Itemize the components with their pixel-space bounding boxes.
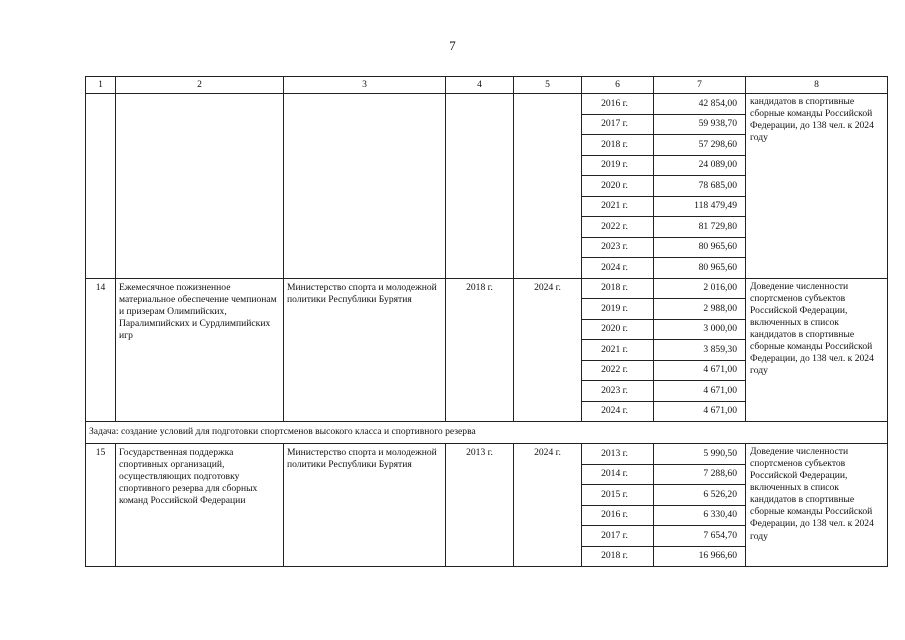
amount-cell: 16 966,60 bbox=[654, 546, 746, 567]
year-cell: 2022 г. bbox=[582, 217, 654, 238]
task-cell: Задача: создание условий для подготовки спортсменов высокого класса и спортивного резерва bbox=[86, 422, 888, 444]
year-cell: 2020 г. bbox=[582, 176, 654, 197]
header-cell-7: 7 bbox=[654, 77, 746, 94]
header-cell-2: 2 bbox=[116, 77, 284, 94]
task-row bbox=[86, 422, 888, 444]
header-row bbox=[86, 77, 888, 94]
end-cell: 2024 г. bbox=[514, 444, 582, 567]
result-cell: Доведение численности спортсменов субъектов Российской Федерации, включенных в список кандидатов в спортивные сборные команды Российской Федерации, до 138 чел. к 2024 году bbox=[746, 444, 888, 567]
amount-cell: 4 671,00 bbox=[654, 381, 746, 402]
year-cell: 2015 г. bbox=[582, 485, 654, 506]
year-cell: 2022 г. bbox=[582, 360, 654, 381]
year-cell: 2023 г. bbox=[582, 381, 654, 402]
amount-cell: 81 729,80 bbox=[654, 217, 746, 238]
year-cell: 2016 г. bbox=[582, 505, 654, 526]
year-cell: 2013 г. bbox=[582, 444, 654, 465]
table-body bbox=[86, 77, 888, 567]
year-cell: 2017 г. bbox=[582, 526, 654, 547]
name-cell: Ежемесячное пожизненное материальное обеспечение чемпионам и призерам Олимпийских, Паралимпийских и Сурдлимпийских игр bbox=[116, 278, 284, 422]
amount-cell: 6 526,20 bbox=[654, 485, 746, 506]
table-row bbox=[86, 444, 888, 465]
num-cell: 15 bbox=[86, 444, 116, 567]
executor-cell bbox=[284, 94, 446, 279]
start-cell bbox=[446, 94, 514, 279]
amount-cell: 7 654,70 bbox=[654, 526, 746, 547]
amount-cell: 2 016,00 bbox=[654, 278, 746, 299]
amount-cell: 6 330,40 bbox=[654, 505, 746, 526]
amount-cell: 24 089,00 bbox=[654, 155, 746, 176]
executor-cell: Министерство спорта и молодежной политики Республики Бурятия bbox=[284, 278, 446, 422]
year-cell: 2014 г. bbox=[582, 464, 654, 485]
amount-cell: 80 965,60 bbox=[654, 237, 746, 258]
amount-cell: 118 479,49 bbox=[654, 196, 746, 217]
year-cell: 2016 г. bbox=[582, 94, 654, 115]
year-cell: 2018 г. bbox=[582, 278, 654, 299]
header-cell-6: 6 bbox=[582, 77, 654, 94]
name-cell: Государственная поддержка спортивных организаций, осуществляющих подготовку спортивного резерва для сборных команд Российской Федерации bbox=[116, 444, 284, 567]
result-cell: Доведение численности спортсменов субъектов Российской Федерации, включенных в список кандидатов в спортивные сборные команды Российской Федерации, до 138 чел. к 2024 году bbox=[746, 278, 888, 422]
name-cell bbox=[116, 94, 284, 279]
table-row bbox=[86, 94, 888, 115]
header-cell-1: 1 bbox=[86, 77, 116, 94]
amount-cell: 5 990,50 bbox=[654, 444, 746, 465]
amount-cell: 80 965,60 bbox=[654, 258, 746, 279]
year-cell: 2020 г. bbox=[582, 319, 654, 340]
amount-cell: 3 000,00 bbox=[654, 319, 746, 340]
num-cell bbox=[86, 94, 116, 279]
header-cell-3: 3 bbox=[284, 77, 446, 94]
year-cell: 2023 г. bbox=[582, 237, 654, 258]
amount-cell: 59 938,70 bbox=[654, 114, 746, 135]
year-cell: 2017 г. bbox=[582, 114, 654, 135]
executor-cell: Министерство спорта и молодежной политики Республики Бурятия bbox=[284, 444, 446, 567]
header-cell-4: 4 bbox=[446, 77, 514, 94]
year-cell: 2019 г. bbox=[582, 299, 654, 320]
program-table bbox=[85, 76, 888, 567]
amount-cell: 4 671,00 bbox=[654, 401, 746, 422]
year-cell: 2024 г. bbox=[582, 258, 654, 279]
amount-cell: 57 298,60 bbox=[654, 135, 746, 156]
year-cell: 2018 г. bbox=[582, 135, 654, 156]
year-cell: 2021 г. bbox=[582, 340, 654, 361]
amount-cell: 7 288,60 bbox=[654, 464, 746, 485]
year-cell: 2024 г. bbox=[582, 401, 654, 422]
amount-cell: 3 859,30 bbox=[654, 340, 746, 361]
num-cell: 14 bbox=[86, 278, 116, 422]
year-cell: 2018 г. bbox=[582, 546, 654, 567]
amount-cell: 78 685,00 bbox=[654, 176, 746, 197]
year-cell: 2021 г. bbox=[582, 196, 654, 217]
year-cell: 2019 г. bbox=[582, 155, 654, 176]
table-row bbox=[86, 278, 888, 299]
start-cell: 2018 г. bbox=[446, 278, 514, 422]
start-cell: 2013 г. bbox=[446, 444, 514, 567]
header-cell-5: 5 bbox=[514, 77, 582, 94]
header-cell-8: 8 bbox=[746, 77, 888, 94]
end-cell: 2024 г. bbox=[514, 278, 582, 422]
page-number: 7 bbox=[449, 38, 456, 53]
amount-cell: 2 988,00 bbox=[654, 299, 746, 320]
end-cell bbox=[514, 94, 582, 279]
amount-cell: 4 671,00 bbox=[654, 360, 746, 381]
result-cell: кандидатов в спортивные сборные команды Российской Федерации, до 138 чел. к 2024 году bbox=[746, 94, 888, 279]
amount-cell: 42 854,00 bbox=[654, 94, 746, 115]
